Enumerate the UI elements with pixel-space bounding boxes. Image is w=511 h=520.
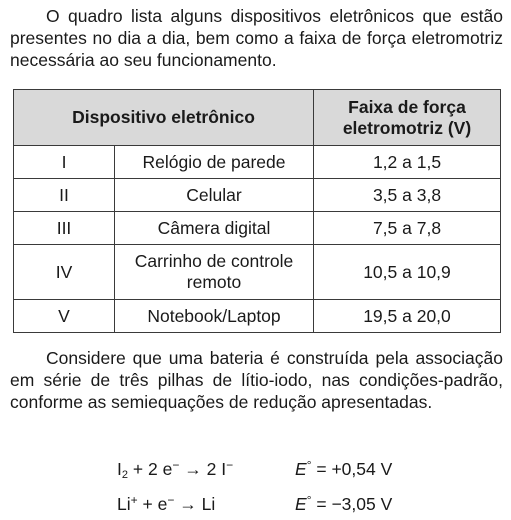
potential-value: = −3,05 V <box>316 494 393 514</box>
table-row <box>14 146 501 179</box>
product-charge: − <box>226 458 234 472</box>
half-reaction-lithium-lhs <box>117 493 295 515</box>
row-device-name: Notebook/Laptop <box>115 300 314 333</box>
row-roman: V <box>14 300 115 333</box>
row-roman: II <box>14 179 115 212</box>
table-row <box>14 245 501 300</box>
row-roman: III <box>14 212 115 245</box>
row-emf-range: 3,5 a 3,8 <box>314 179 501 212</box>
row-device-name-line2: remoto <box>186 272 242 292</box>
row-emf-range: 7,5 a 7,8 <box>314 212 501 245</box>
intro-paragraph <box>10 5 503 71</box>
table-row <box>14 212 501 245</box>
row-roman: I <box>14 146 115 179</box>
electron-coefficient: 2 <box>147 459 158 479</box>
table-row <box>14 300 501 333</box>
row-device-name: Relógio de parede <box>115 146 314 179</box>
species-lithium-charge: + <box>130 493 138 507</box>
plus-sign: + <box>142 494 153 514</box>
consider-paragraph <box>10 347 503 413</box>
header-emf-line1: Faixa de força <box>348 96 466 117</box>
table-row <box>14 179 501 212</box>
potential-mark: ° <box>306 493 312 507</box>
row-device-name: Celular <box>115 179 314 212</box>
electron: e <box>162 459 173 479</box>
intro-text: O quadro lista alguns dispositivos eletrônicos que estão presentes no dia a dia, bem como a faixa de força eletromotriz necessária ao seu funcionamento. <box>10 6 503 70</box>
electron-charge: − <box>172 458 180 472</box>
devices-table <box>13 89 501 333</box>
half-reaction-lithium <box>117 493 392 515</box>
row-emf-range: 19,5 a 20,0 <box>314 300 501 333</box>
table-header-row <box>14 90 501 146</box>
electron: e <box>157 494 168 514</box>
row-device-name-line1: Carrinho de controle <box>134 251 294 271</box>
consider-text: Considere que uma bateria é construída pela associação em série de três pilhas de lítio-iodo, nas condições-padrão, conforme as semiequações de redução apresentadas. <box>10 348 503 412</box>
potential-label: E <box>295 494 307 514</box>
row-device-name <box>115 245 314 300</box>
header-device: Dispositivo eletrônico <box>14 90 314 146</box>
species-lithium-ion: Li <box>117 494 131 514</box>
row-emf-range: 10,5 a 10,9 <box>314 245 501 300</box>
header-emf <box>314 90 501 146</box>
reaction-arrow: → <box>179 494 197 514</box>
potential-mark: ° <box>306 458 312 472</box>
potential-label: E <box>295 459 307 479</box>
plus-sign: + <box>132 459 144 479</box>
species-iodine-subscript: 2 <box>121 469 128 481</box>
product-iodide: I <box>221 459 227 479</box>
product-coefficient: 2 <box>206 459 217 479</box>
header-emf-line2: eletromotriz (V) <box>342 117 472 138</box>
reaction-arrow: → <box>184 459 202 479</box>
row-device-name: Câmera digital <box>115 212 314 245</box>
half-reaction-iodine <box>117 458 392 486</box>
row-emf-range: 1,2 a 1,5 <box>314 146 501 179</box>
half-reaction-iodine-lhs <box>117 458 295 486</box>
species-iodine: I <box>117 459 122 479</box>
electron-charge: − <box>167 493 175 507</box>
potential-value: = +0,54 V <box>316 459 393 479</box>
row-roman: IV <box>14 245 115 300</box>
product-lithium: Li <box>201 494 216 514</box>
